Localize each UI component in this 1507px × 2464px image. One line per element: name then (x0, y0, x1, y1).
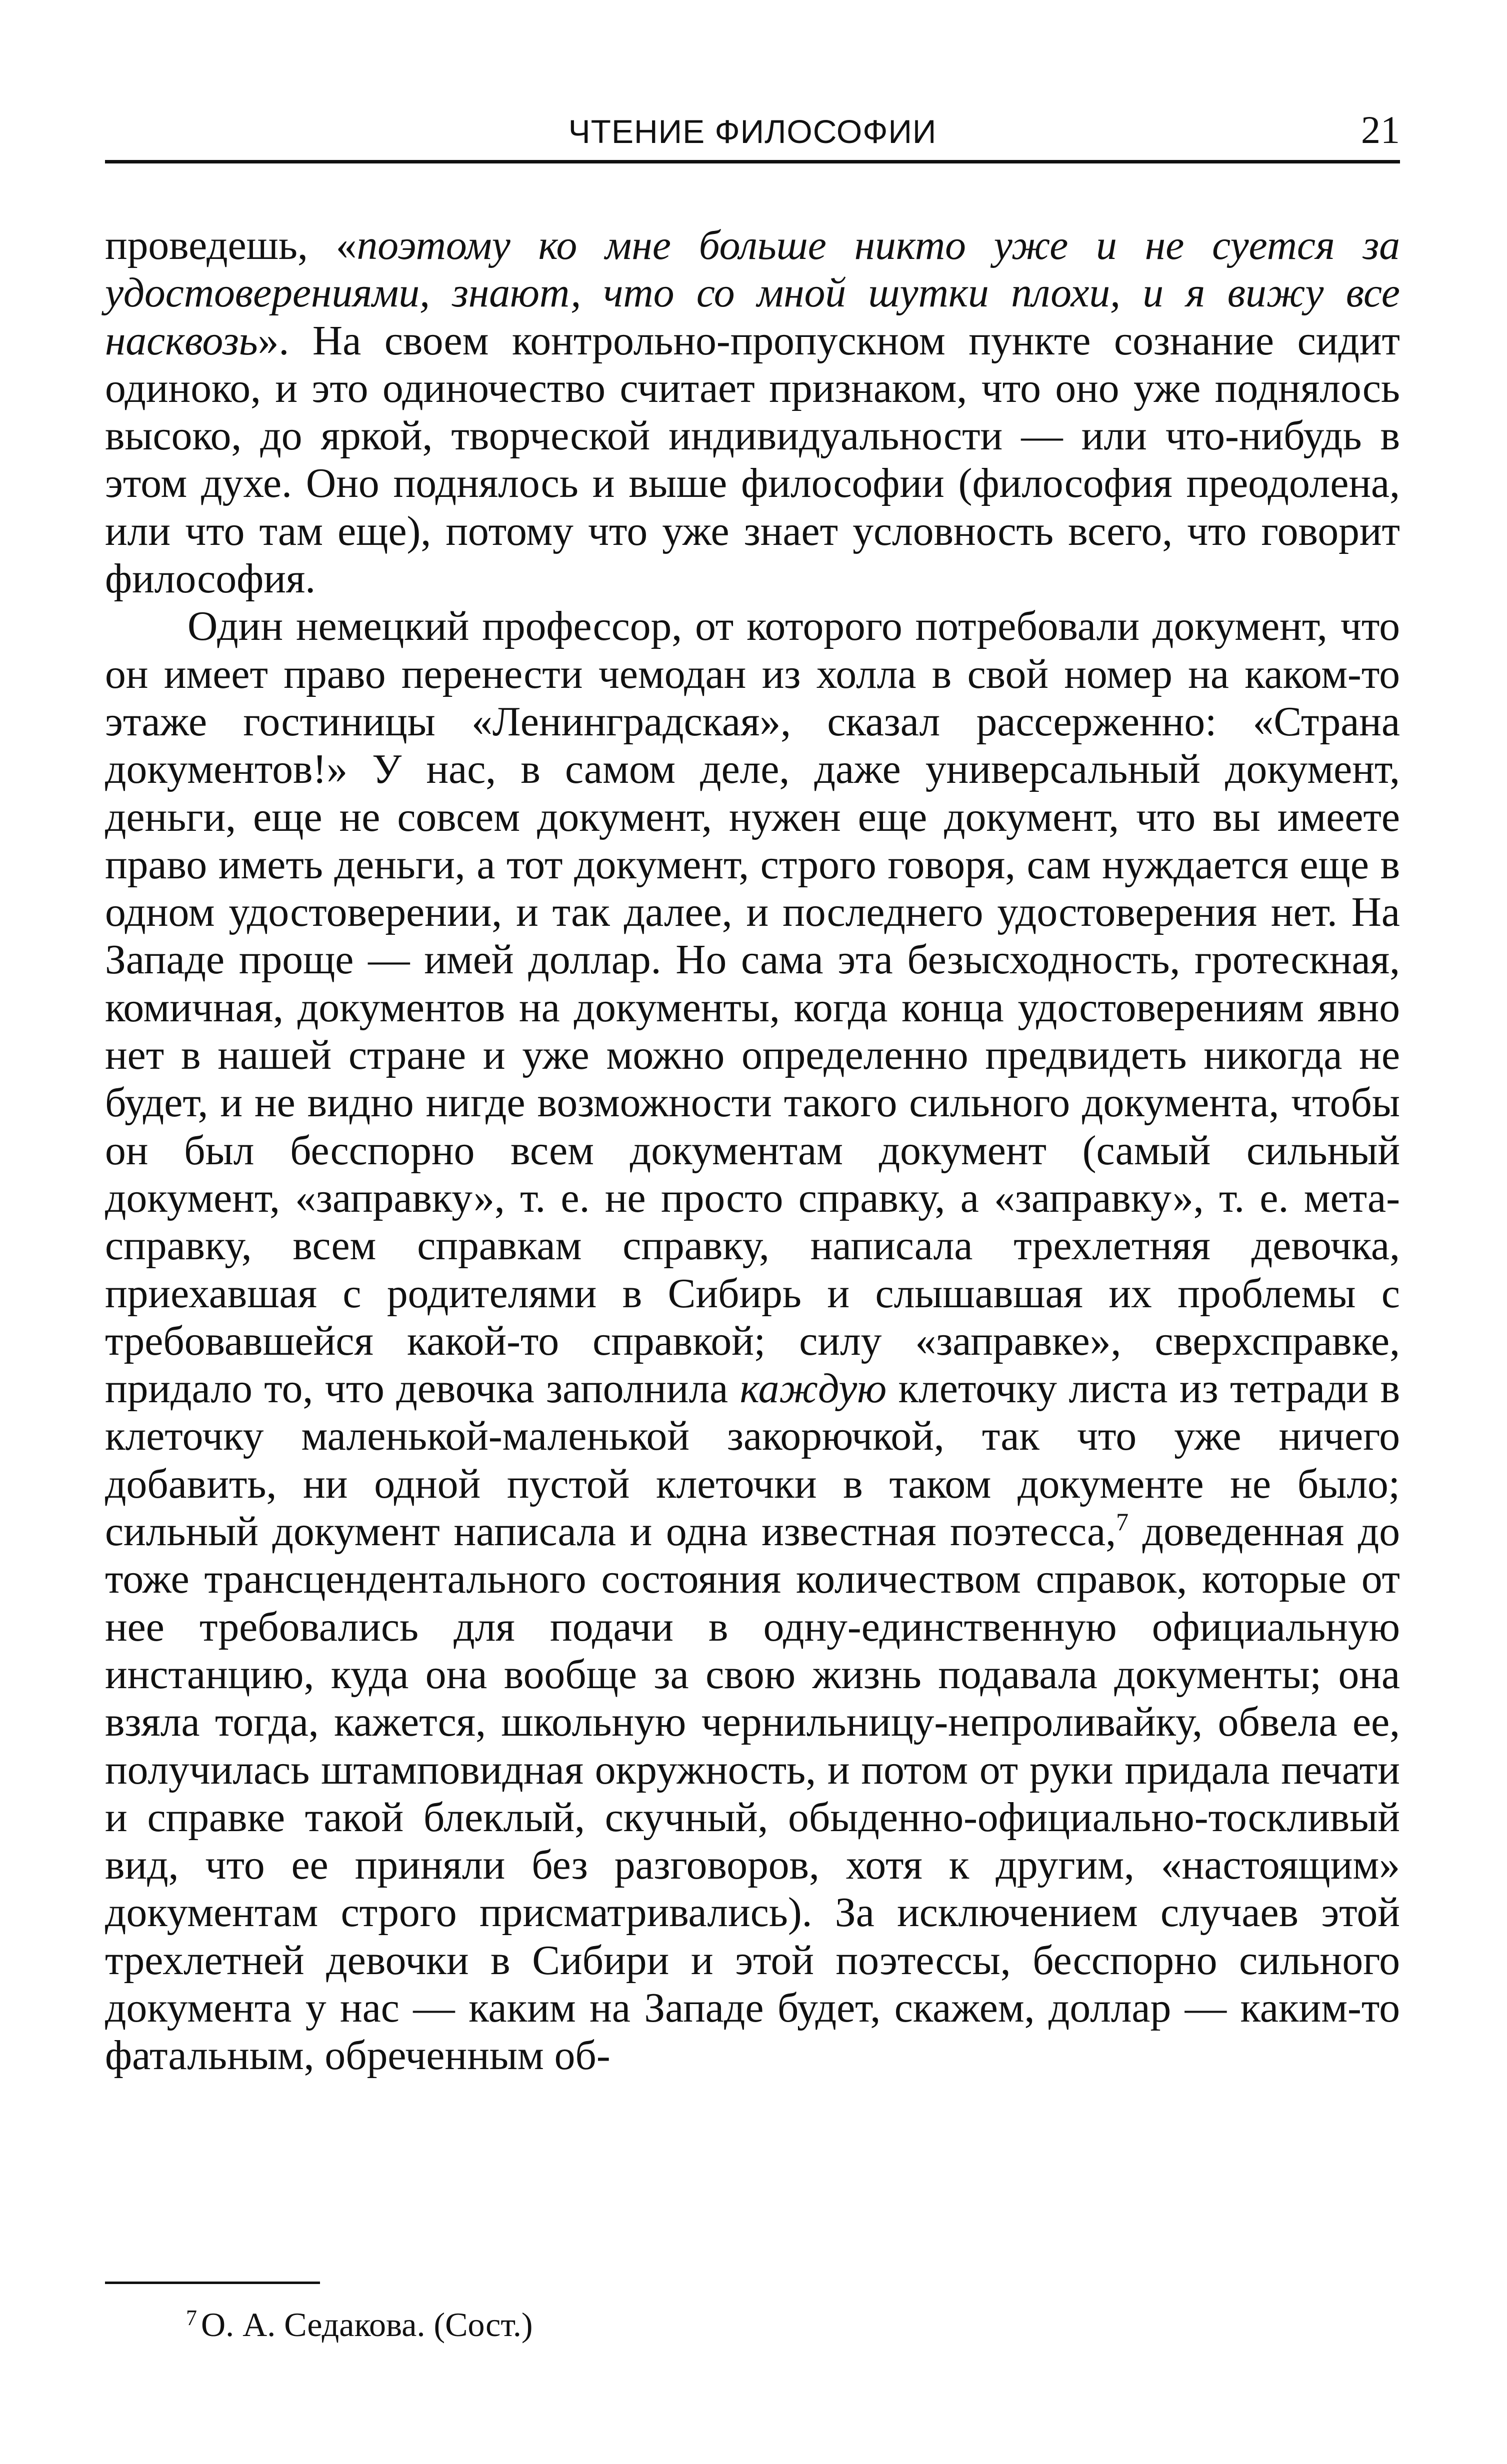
running-head (105, 102, 1400, 157)
page-number: 21 (1361, 108, 1400, 151)
paragraph-1-rest: ». На своем контрольно-пропускном пункте сознание сидит одиноко, и это одиночество считает признаком, что оно уже поднялось высоко, до яркой, творческой индивидуальности — или что-нибудь в этом духе. Оно поднялось и выше философии (философия преодолена, или что там еще), потому что уже знает условность всего, что говорит философия. (105, 317, 1400, 602)
footnote (186, 2305, 533, 2345)
paragraph-1-lead: проведешь, « (105, 222, 357, 268)
paragraph-2-italic: каждую (740, 1366, 887, 1412)
header-rule (105, 160, 1400, 163)
paragraph-2-part3: доведенная до тоже трансцендентального состояния количеством справок, которые от нее требовались для подачи в одну-единственную официальную инстанцию, куда она вообще за свою жизнь подавала документы; она взяла тогда, кажется, школьную чернильницу-непроливайку, обвела ее, получилась штамповидная окружность, и потом от руки придала печати и справке такой блеклый, скучный, обыденно-официально-тоскливый вид, что ее приняли без разговоров, хотя к другим, «настоящим» документам строго присматривались). За исключением случаев этой трехлетней девочки в Сибири и этой поэтессы, бесспорно сильного документа у нас — каким на Западе будет, скажем, доллар — каким-то фатальным, обреченным об- (105, 1509, 1400, 2079)
paragraph-2 (105, 603, 1400, 2080)
footnote-rule (105, 2282, 320, 2284)
footnote-reference: 7 (1116, 1508, 1129, 1536)
footnote-mark: 7 (186, 2306, 197, 2330)
body-text (105, 222, 1400, 2080)
running-title: ЧТЕНИЕ ФИЛОСОФИИ (568, 113, 937, 150)
paragraph-1-italic: поэтому ко мне больше никто уже и не суется за удостоверениями, знают, что со мной шутки плохи, и я вижу все насквозь (105, 222, 1400, 364)
paragraph-1 (105, 222, 1400, 603)
paragraph-2-part2: клеточку листа из тетради в клеточку маленькой-маленькой закорючкой, так что уже ничего добавить, ни одной пустой клеточки в таком документе не было; сильный документ написала и одна известная поэтесса, (105, 1366, 1400, 1555)
paragraph-2-part1: Один немецкий профессор, от которого потребовали документ, что он имеет право перенести чемодан из холла в свой номер на каком-то этаже гостиницы «Ленинградская», сказал рассерженно: «Страна документов!» У нас, в самом деле, даже универсальный документ, деньги, еще не совсем документ, нужен еще документ, что вы имеете право иметь деньги, а тот документ, строго говоря, сам нуждается еще в одном удостоверении, и так далее, и последнего удостоверения нет. На Западе проще — имей доллар. Но сама эта безысходность, гротескная, комичная, документов на документы, когда конца удостоверениям явно нет в нашей стране и уже можно определенно предвидеть никогда не будет, и не видно нигде возможности такого сильного документа, чтобы он был бесспорно всем документам документ (самый сильный документ, «заправку», т. е. не просто справку, а «заправку», т. е. мета-справку, всем справкам справку, написала трехлетняя девочка, приехавшая с родителями в Сибирь и слышавшая их проблемы с требовавшейся какой-то справкой; силу «заправке», сверхсправке, придало то, что девочка заполнила (105, 603, 1400, 1412)
footnote-text: О. А. Седакова. (Сост.) (201, 2306, 533, 2344)
